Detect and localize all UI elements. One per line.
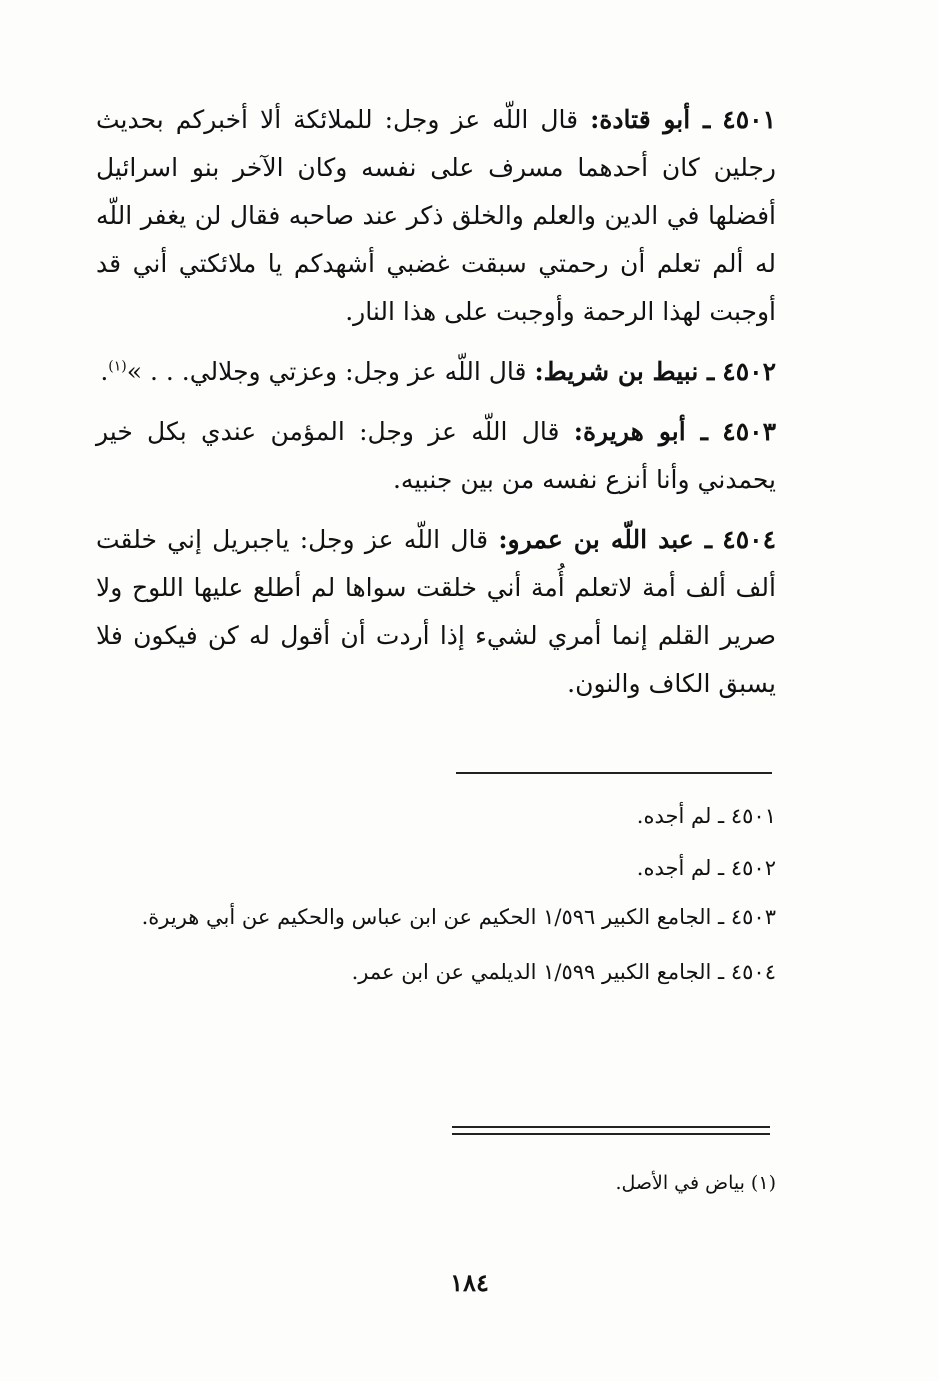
entry-number: ٤٥٠١ <box>722 105 776 134</box>
references-divider <box>456 772 772 774</box>
entry-4503: ٤٥٠٣ ـ أبو هريرة: قال اللّه عز وجل: المؤمن عندي بكل خير يحمدني وأنا أنزع نفسه من بين جنبيه. <box>96 417 776 494</box>
entry-text-end: . <box>100 357 109 386</box>
entry-4504: ٤٥٠٤ ـ عبد اللّه بن عمرو: قال اللّه عز وجل: ياجبريل إني خلقت ألف ألف أمة لاتعلم أُمة أني خلقت سواها لم أطلع عليها اللوح ولا صرير القلم إنما أمري لشيء إذا أردت أن أقول له كن فيكون فلا يسبق الكاف والنون. <box>96 525 776 698</box>
footnote-divider-top <box>452 1126 770 1128</box>
entry-narrator: نبيط بن شريط: <box>534 357 699 386</box>
entry-narrator: أبو قتادة: <box>590 105 691 134</box>
entry-narrator: أبو هريرة: <box>573 417 686 446</box>
reference-4502: ٤٥٠٢ ـ لم أجده. <box>636 856 776 880</box>
main-text <box>96 96 776 708</box>
footnote: (١) بياض في الأصل. <box>615 1172 776 1194</box>
entry-text: قال اللّه عز وجل: وعزتي وجلالي. . . » <box>126 357 527 386</box>
page-number: ١٨٤ <box>450 1268 489 1297</box>
entry-narrator: عبد اللّه بن عمرو: <box>498 525 694 554</box>
footnote-marker: (١) <box>108 358 127 375</box>
footnote-divider-bottom <box>452 1133 770 1135</box>
entry-text: قال اللّه عز وجل: ياجبريل إني خلقت ألف ألف أمة لاتعلم أُمة أني خلقت سواها لم أطلع عليها اللوح ولا صرير القلم إنما أمري لشيء إذا أردت أن أقول له كن فيكون فلا يسبق الكاف والنون. <box>96 525 776 698</box>
references-list <box>96 790 776 998</box>
entry-text: قال اللّه عز وجل: للملائكة ألا أخبركم بحديث رجلين كان أحدهما مسرف على نفسه وكان الآخر بنو اسرائيل أفضلها في الدين والعلم والخلق ذكر عند صاحبه فقال لن يغفر اللّه له ألم تعلم أن رحمتي سبقت غضبي أشهدكم يا ملائكتي أني قد أوجبت لهذا الرحمة وأوجبت على هذا النار. <box>96 105 776 326</box>
entry-number: ٤٥٠٢ <box>722 357 776 386</box>
reference-4504: ٤٥٠٤ ـ الجامع الكبير ١/٥٩٩ الديلمي عن ابن عمر. <box>351 960 776 984</box>
entry-text: قال اللّه عز وجل: المؤمن عندي بكل خير يحمدني وأنا أنزع نفسه من بين جنبيه. <box>96 417 776 494</box>
reference-4501: ٤٥٠١ ـ لم أجده. <box>636 804 776 828</box>
entry-4501: ٤٥٠١ ـ أبو قتادة: قال اللّه عز وجل: للملائكة ألا أخبركم بحديث رجلين كان أحدهما مسرف على نفسه وكان الآخر بنو اسرائيل أفضلها في الدين والعلم والخلق ذكر عند صاحبه فقال لن يغفر اللّه له ألم تعلم أن رحمتي سبقت غضبي أشهدكم يا ملائكتي أني قد أوجبت لهذا الرحمة وأوجبت على هذا النار. <box>96 105 776 326</box>
entry-number: ٤٥٠٣ <box>722 417 776 446</box>
entry-4502: ٤٥٠٢ ـ نبيط بن شريط: قال اللّه عز وجل: وعزتي وجلالي. . . »$^{(١)}$. <box>100 357 776 386</box>
reference-4503: ٤٥٠٣ ـ الجامع الكبير ١/٥٩٦ الحكيم عن ابن عباس والحكيم عن أبي هريرة. <box>141 905 776 929</box>
entry-number: ٤٥٠٤ <box>722 525 776 554</box>
